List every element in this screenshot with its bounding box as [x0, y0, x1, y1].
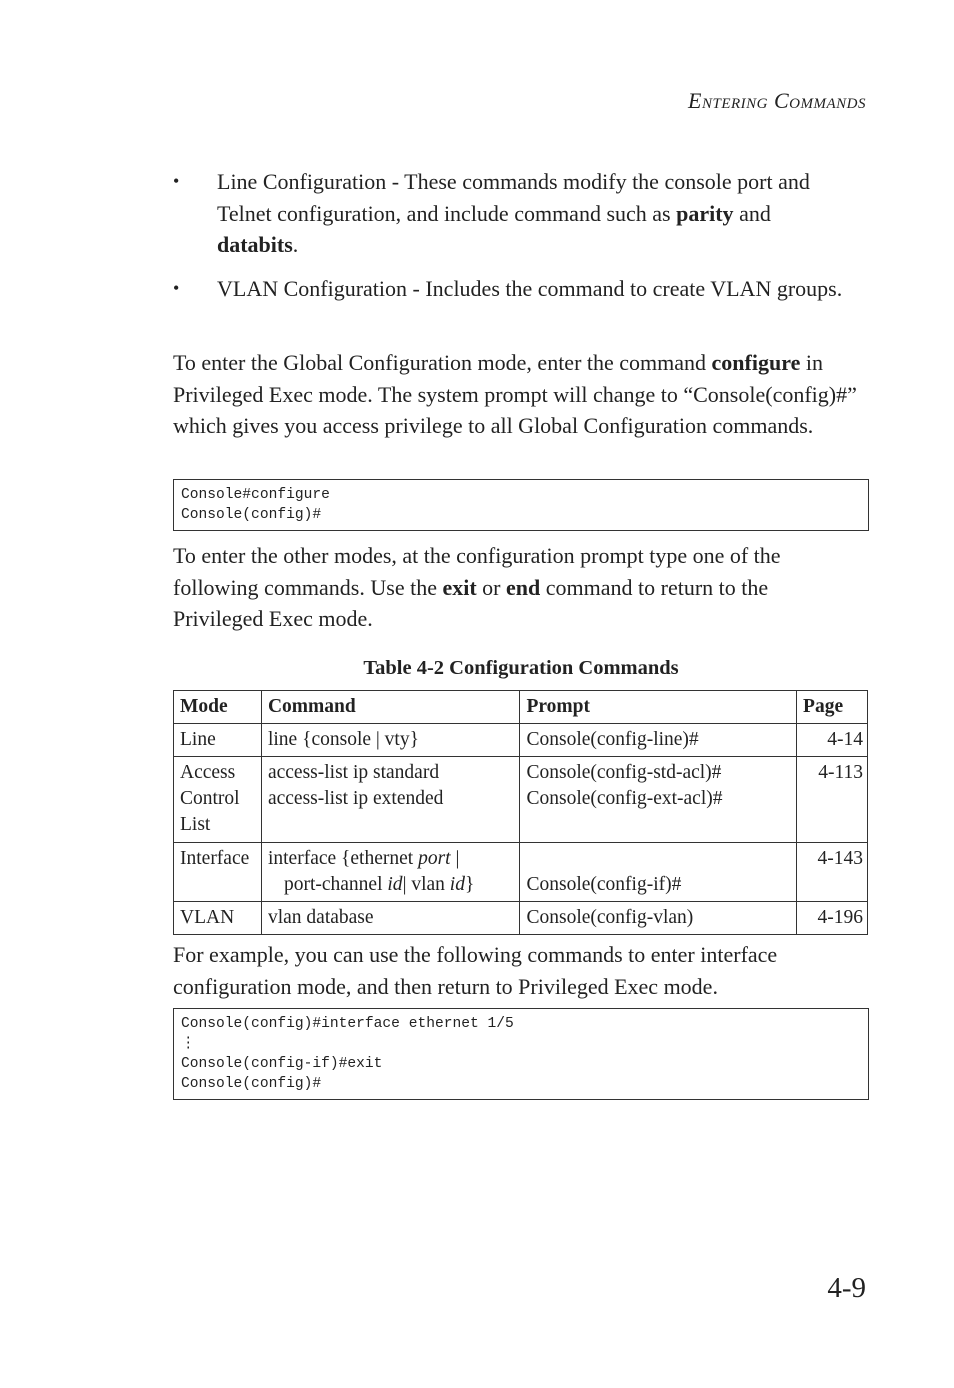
code-block-configure	[173, 479, 869, 531]
bold-parity: parity	[676, 200, 734, 226]
cell-mode: VLAN	[174, 902, 262, 935]
code-line: Console(config)#	[181, 507, 322, 523]
cell-prompt: Console(config-std-acl)# Console(config-ext-acl)#	[520, 757, 797, 843]
bullet-line-configuration	[173, 166, 853, 261]
cell-command: interface {ethernet port | port-channel id| vlan id}	[261, 843, 520, 902]
header-rest-1: NTERING	[701, 96, 768, 112]
cell-mode: Access Control List	[174, 757, 262, 843]
paragraph-global-config: To enter the Global Configuration mode, enter the command configure in Privileged Exec mode. The system prompt will change to “Console(config)#” which gives you access privilege to all Global Configuration commands.	[173, 350, 857, 438]
header-command: Command	[261, 691, 520, 724]
bold-end: end	[506, 574, 541, 600]
running-header	[688, 88, 866, 114]
code-block-interface-example	[173, 1008, 869, 1100]
configuration-commands-table	[173, 690, 868, 935]
cell-page: 4-113	[797, 757, 868, 843]
header-prompt: Prompt	[520, 691, 797, 724]
table-row	[174, 843, 868, 902]
cell-page: 4-14	[797, 724, 868, 757]
bullet-vlan-configuration	[173, 273, 853, 305]
header-mode: Mode	[174, 691, 262, 724]
cell-page: 4-196	[797, 902, 868, 935]
cell-command: line {console | vty}	[261, 724, 520, 757]
code-line: Console#configure	[181, 487, 330, 503]
bullet-text: VLAN Configuration - Includes the command to create VLAN groups.	[217, 276, 843, 301]
code-line: Console(config)#interface ethernet 1/5	[181, 1016, 514, 1032]
cell-prompt: Console(config-if)#	[520, 843, 797, 902]
table-caption: Table 4-2 Configuration Commands	[363, 657, 679, 679]
table-row	[174, 724, 868, 757]
cell-mode: Line	[174, 724, 262, 757]
header-page: Page	[797, 691, 868, 724]
bullet-dot: •	[173, 278, 180, 298]
cell-mode: Interface	[174, 843, 262, 902]
cell-prompt: Console(config-line)#	[520, 724, 797, 757]
cell-prompt: Console(config-vlan)	[520, 902, 797, 935]
table-row	[174, 757, 868, 843]
bold-configure: configure	[711, 350, 801, 375]
bold-databits: databits	[217, 232, 293, 257]
paragraph-example: For example, you can use the following commands to enter interface configuration mode, and then return to Privileged Exec mode.	[173, 942, 778, 999]
code-line: Console(config)#	[181, 1076, 322, 1092]
cell-command: vlan database	[261, 902, 520, 935]
cell-page: 4-143	[797, 843, 868, 902]
header-rest-2: OMMANDS	[789, 96, 866, 112]
bold-exit: exit	[442, 574, 477, 600]
header-initial-c: C	[773, 88, 790, 113]
table-row	[174, 902, 868, 935]
bullet-text: Line Configuration - These commands modify the console port and Telnet configuration, and include command such as parity and databits.	[217, 169, 810, 257]
header-initial-e: E	[688, 88, 702, 113]
code-ellipsis: ⋮	[181, 1036, 196, 1052]
page-number: 4-9	[827, 1272, 866, 1304]
bullet-dot: •	[173, 171, 180, 191]
paragraph-other-modes: To enter the other modes, at the configuration prompt type one of the following commands. Use the exit or end command to return to the Privileged Exec mode.	[173, 543, 781, 631]
code-line: Console(config-if)#exit	[181, 1056, 383, 1072]
cell-command: access-list ip standard access-list ip extended	[261, 757, 520, 843]
table-header-row	[174, 691, 868, 724]
